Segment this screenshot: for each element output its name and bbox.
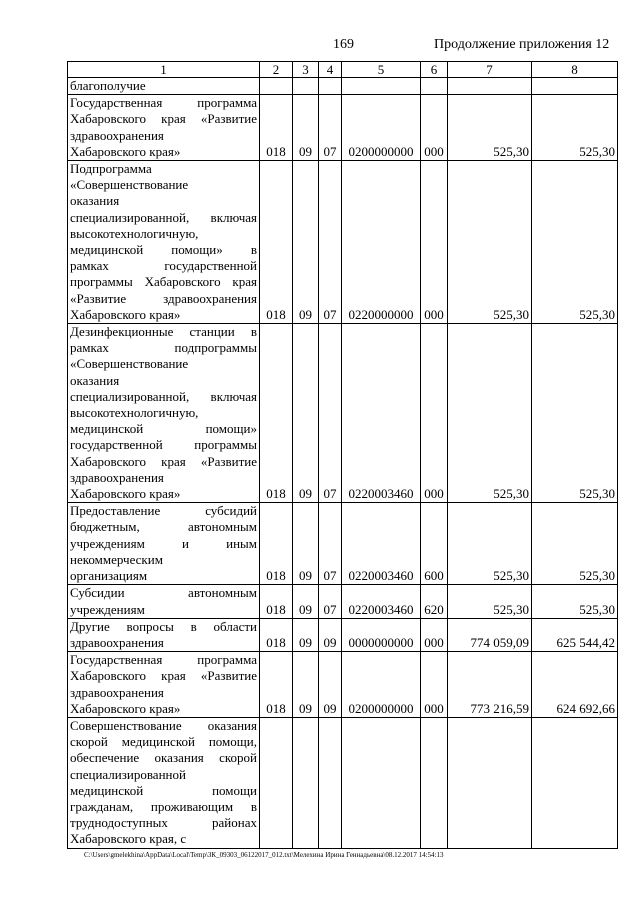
table-row <box>68 161 618 324</box>
amount-cell: 624 692,66 <box>532 652 618 718</box>
row-name-line: «Совершенствование <box>70 356 189 372</box>
row-name-line: Хабаровского края, с <box>70 831 187 847</box>
code-cell: 000 <box>421 652 448 718</box>
code-cell <box>421 717 448 848</box>
row-name-line: обеспечение оказания скорой <box>70 750 257 766</box>
amount-cell <box>448 78 532 95</box>
row-name-cell <box>68 585 260 618</box>
table-header-row <box>68 62 618 78</box>
code-cell: 000 <box>421 161 448 324</box>
row-name-line: специализированной <box>70 766 186 782</box>
row-name-line: Совершенствование оказания <box>70 717 257 733</box>
code-cell <box>342 717 421 848</box>
code-cell: 0220000000 <box>342 161 421 324</box>
code-cell: 09 <box>293 585 319 618</box>
row-name-cell <box>68 618 260 651</box>
code-cell: 018 <box>260 324 293 503</box>
column-header: 8 <box>532 62 618 78</box>
code-cell: 000 <box>421 95 448 161</box>
column-header: 3 <box>293 62 319 78</box>
row-name-line: Хабаровского края» <box>70 700 181 716</box>
page-number: 169 <box>333 37 354 52</box>
code-cell: 018 <box>260 503 293 585</box>
amount-cell: 525,30 <box>532 324 618 503</box>
code-cell: 07 <box>319 95 342 161</box>
column-header: 7 <box>448 62 532 78</box>
code-cell: 620 <box>421 585 448 618</box>
code-cell: 0220003460 <box>342 324 421 503</box>
row-name-line: медицинской помощи» в <box>70 242 257 258</box>
row-name-line: «Совершенствование <box>70 177 189 193</box>
row-name-line: учреждениям <box>70 601 145 617</box>
row-name-line: организациям <box>70 568 148 584</box>
table-row <box>68 503 618 585</box>
column-header: 4 <box>319 62 342 78</box>
amount-cell: 525,30 <box>448 161 532 324</box>
amount-cell: 525,30 <box>448 324 532 503</box>
table-row <box>68 78 618 95</box>
row-name-line: высокотехнологичную, <box>70 225 199 241</box>
amount-cell: 774 059,09 <box>448 618 532 651</box>
row-name-line: Предоставление субсидий <box>70 503 257 519</box>
row-name-line: Другие вопросы в области <box>70 618 257 634</box>
code-cell: 09 <box>319 618 342 651</box>
budget-table <box>67 61 618 849</box>
row-name-line: Подпрограмма <box>70 161 152 177</box>
code-cell <box>319 78 342 95</box>
table-row <box>68 585 618 618</box>
row-name-line: оказания <box>70 193 120 209</box>
row-name-line: Хабаровского края «Развитие <box>70 453 257 469</box>
row-name-line: Хабаровского края» <box>70 306 181 322</box>
row-name-line: Дезинфекционные станции в <box>70 324 257 340</box>
code-cell: 09 <box>293 324 319 503</box>
code-cell: 018 <box>260 161 293 324</box>
continuation-title: Продолжение приложения 12 <box>434 37 610 52</box>
code-cell: 000 <box>421 618 448 651</box>
code-cell: 09 <box>319 652 342 718</box>
amount-cell: 525,30 <box>448 95 532 161</box>
code-cell: 018 <box>260 652 293 718</box>
amount-cell: 525,30 <box>448 585 532 618</box>
amount-cell <box>532 717 618 848</box>
row-name-line: Государственная программа <box>70 652 257 668</box>
code-cell <box>293 717 319 848</box>
row-name-cell <box>68 652 260 718</box>
code-cell: 0220003460 <box>342 503 421 585</box>
row-name-line: рамках государственной <box>70 258 257 274</box>
amount-cell <box>532 78 618 95</box>
row-name-line: Государственная программа <box>70 95 257 111</box>
code-cell <box>260 78 293 95</box>
table-row <box>68 652 618 718</box>
column-header: 1 <box>68 62 260 78</box>
row-name-cell <box>68 161 260 324</box>
row-name-cell <box>68 324 260 503</box>
code-cell <box>260 717 293 848</box>
row-name-line: Субсидии автономным <box>70 585 257 601</box>
row-name-line: «Развитие здравоохранения <box>70 290 257 306</box>
amount-cell: 525,30 <box>448 503 532 585</box>
row-name-line: Хабаровского края «Развитие <box>70 668 257 684</box>
row-name-line: гражданам, проживающим в <box>70 798 257 814</box>
row-name-line: высокотехнологичную, <box>70 405 199 421</box>
row-name-line: учреждениям и иным <box>70 535 257 551</box>
code-cell: 09 <box>293 618 319 651</box>
column-header: 5 <box>342 62 421 78</box>
row-name-line: благополучие <box>70 78 146 93</box>
row-name-line: специализированной, включая <box>70 209 257 225</box>
code-cell: 09 <box>293 503 319 585</box>
file-path-footer: C:\Users\gmelekhina\AppData\Local\Temp\ЗК_09303_06122017_012.txt\Мелехина Ирина Геннадьевна\08.12.2017 14:54:13 <box>84 851 444 859</box>
amount-cell: 525,30 <box>532 161 618 324</box>
row-name-cell <box>68 717 260 848</box>
code-cell: 018 <box>260 95 293 161</box>
amount-cell: 773 216,59 <box>448 652 532 718</box>
column-header: 6 <box>421 62 448 78</box>
row-name-line: медицинской помощи <box>70 782 257 798</box>
row-name-line: медицинской помощи» <box>70 421 257 437</box>
code-cell: 09 <box>293 161 319 324</box>
row-name-line: специализированной, включая <box>70 388 257 404</box>
code-cell: 018 <box>260 585 293 618</box>
code-cell: 0200000000 <box>342 652 421 718</box>
amount-cell <box>448 717 532 848</box>
row-name-line: программы Хабаровского края <box>70 274 257 290</box>
row-name-line: бюджетным, автономным <box>70 519 257 535</box>
row-name-line: некоммерческим <box>70 551 163 567</box>
row-name-cell <box>68 95 260 161</box>
table-row <box>68 324 618 503</box>
code-cell: 600 <box>421 503 448 585</box>
amount-cell: 525,30 <box>532 585 618 618</box>
row-name-line: оказания <box>70 372 120 388</box>
row-name-line: труднодоступных районах <box>70 815 257 831</box>
code-cell: 07 <box>319 324 342 503</box>
code-cell: 07 <box>319 585 342 618</box>
code-cell: 09 <box>293 95 319 161</box>
amount-cell: 525,30 <box>532 95 618 161</box>
table-row <box>68 95 618 161</box>
row-name-line: Хабаровского края «Развитие <box>70 111 257 127</box>
code-cell: 0220003460 <box>342 585 421 618</box>
row-name-line: здравоохранения <box>70 634 164 650</box>
amount-cell: 525,30 <box>532 503 618 585</box>
row-name-line: Хабаровского края» <box>70 486 181 502</box>
table-row <box>68 618 618 651</box>
table-row <box>68 717 618 848</box>
row-name-line: здравоохранения <box>70 684 164 700</box>
row-name-cell <box>68 78 260 95</box>
code-cell <box>421 78 448 95</box>
row-name-line: здравоохранения <box>70 469 164 485</box>
amount-cell: 625 544,42 <box>532 618 618 651</box>
row-name-cell <box>68 503 260 585</box>
code-cell: 07 <box>319 161 342 324</box>
code-cell: 018 <box>260 618 293 651</box>
code-cell: 07 <box>319 503 342 585</box>
row-name-line: здравоохранения <box>70 127 164 143</box>
code-cell: 000 <box>421 324 448 503</box>
code-cell <box>293 78 319 95</box>
column-header: 2 <box>260 62 293 78</box>
row-name-line: скорой медицинской помощи, <box>70 734 257 750</box>
code-cell: 0200000000 <box>342 95 421 161</box>
code-cell: 0000000000 <box>342 618 421 651</box>
row-name-line: Хабаровского края» <box>70 143 181 159</box>
code-cell <box>319 717 342 848</box>
code-cell <box>342 78 421 95</box>
code-cell: 09 <box>293 652 319 718</box>
row-name-line: государственной программы <box>70 437 257 453</box>
row-name-line: рамках подпрограммы <box>70 340 257 356</box>
